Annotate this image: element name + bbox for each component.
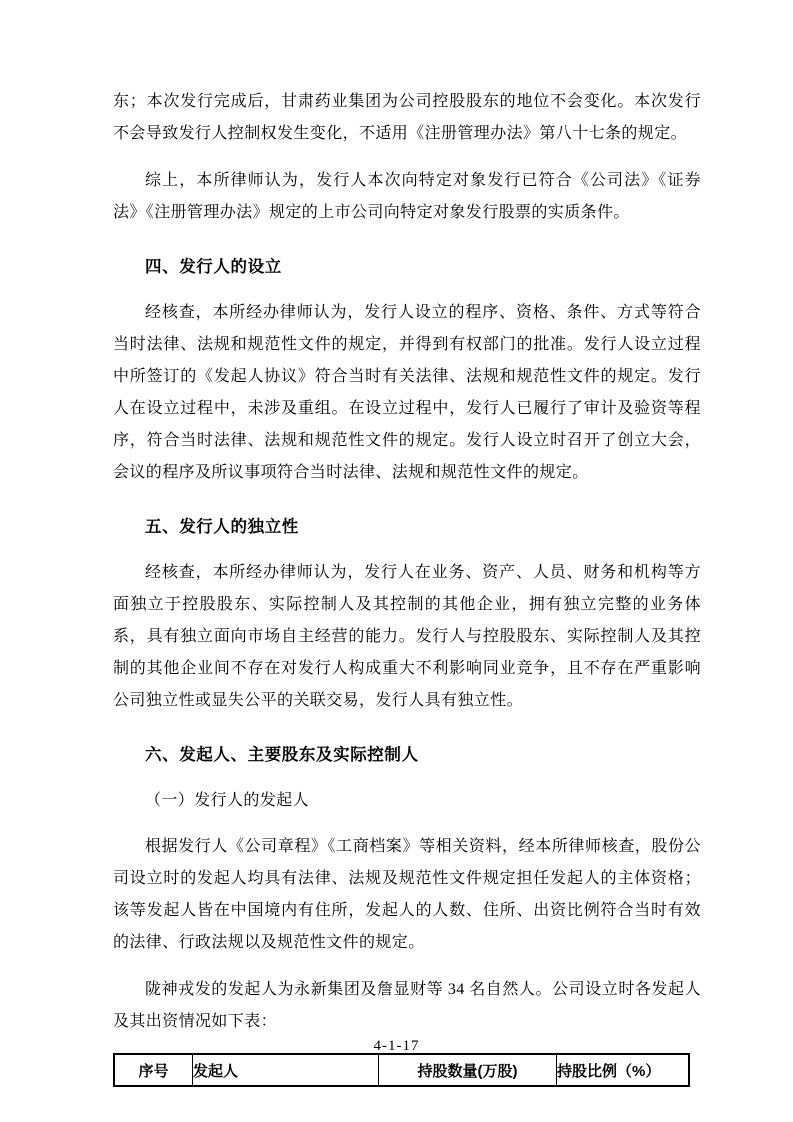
subsection-heading-promoters: （一）发行人的发起人: [145, 792, 310, 809]
column-header-share-ratio: 持股比例（%）: [557, 1054, 690, 1086]
column-header-shares-held: 持股数量(万股): [379, 1054, 557, 1086]
paragraph-conclusion: 综上，本所律师认为，发行人本次向特定对象发行已符合《公司法》《证券法》《注册管理办法》规定的上市公司向特定对象发行股票的实质条件。: [113, 172, 701, 221]
section-heading-5-independence: 五、发行人的独立性: [145, 518, 299, 536]
paragraph-promoter-qualification: 根据发行人《公司章程》《工商档案》等相关资料，经本所律师核查，股份公司设立时的发起人均具有法律、法规及规范性文件规定担任发起人的主体资格；该等发起人皆在中国境内有住所，发起人的人数、住所、出资比例符合当时有效的法律、行政法规以及规范性文件的规定。: [113, 838, 701, 951]
page-number: 4-1-17: [373, 1038, 420, 1054]
founders-table-header-row: [114, 1054, 689, 1086]
paragraph-continuation: 东；本次发行完成后，甘肃药业集团为公司控股股东的地位不会变化。本次发行不会导致发行人控制权发生变化，不适用《注册管理办法》第八十七条的规定。: [113, 93, 701, 142]
section-heading-6-promoters: 六、发起人、主要股东及实际控制人: [145, 746, 419, 764]
column-header-sequence: 序号: [114, 1054, 193, 1086]
paragraph-promoter-intro: 陇神戎发的发起人为永新集团及詹显财等 34 名自然人。公司设立时各发起人及其出资情况如下表：: [113, 981, 701, 1030]
section-heading-4-establishment: 四、发行人的设立: [145, 258, 282, 276]
paragraph-independence: 经核查，本所经办律师认为，发行人在业务、资产、人员、财务和机构等方面独立于控股股东、实际控制人及其控制的其他企业，拥有独立完整的业务体系，具有独立面向市场自主经营的能力。发行人与控股股东、实际控制人及其控制的其他企业间不存在对发行人构成重大不利影响同业竞争，且不存在严重影响公司独立性或显失公平的关联交易，发行人具有独立性。: [113, 564, 701, 709]
document-body: [113, 86, 701, 1087]
column-header-promoter: 发起人: [193, 1054, 379, 1086]
paragraph-establishment: 经核查，本所经办律师认为，发行人设立的程序、资格、条件、方式等符合当时法律、法规和规范性文件的规定，并得到有权部门的批准。发行人设立过程中所签订的《发起人协议》符合当时有关法律、法规和规范性文件的规定。发行人在设立过程中，未涉及重组。在设立过程中，发行人已履行了审计及验资等程序，符合当时法律、法规和规范性文件的规定。发行人设立时召开了创立大会，会议的程序及所议事项符合当时法律、法规和规范性文件的规定。: [113, 304, 701, 481]
founders-table: [113, 1053, 690, 1087]
